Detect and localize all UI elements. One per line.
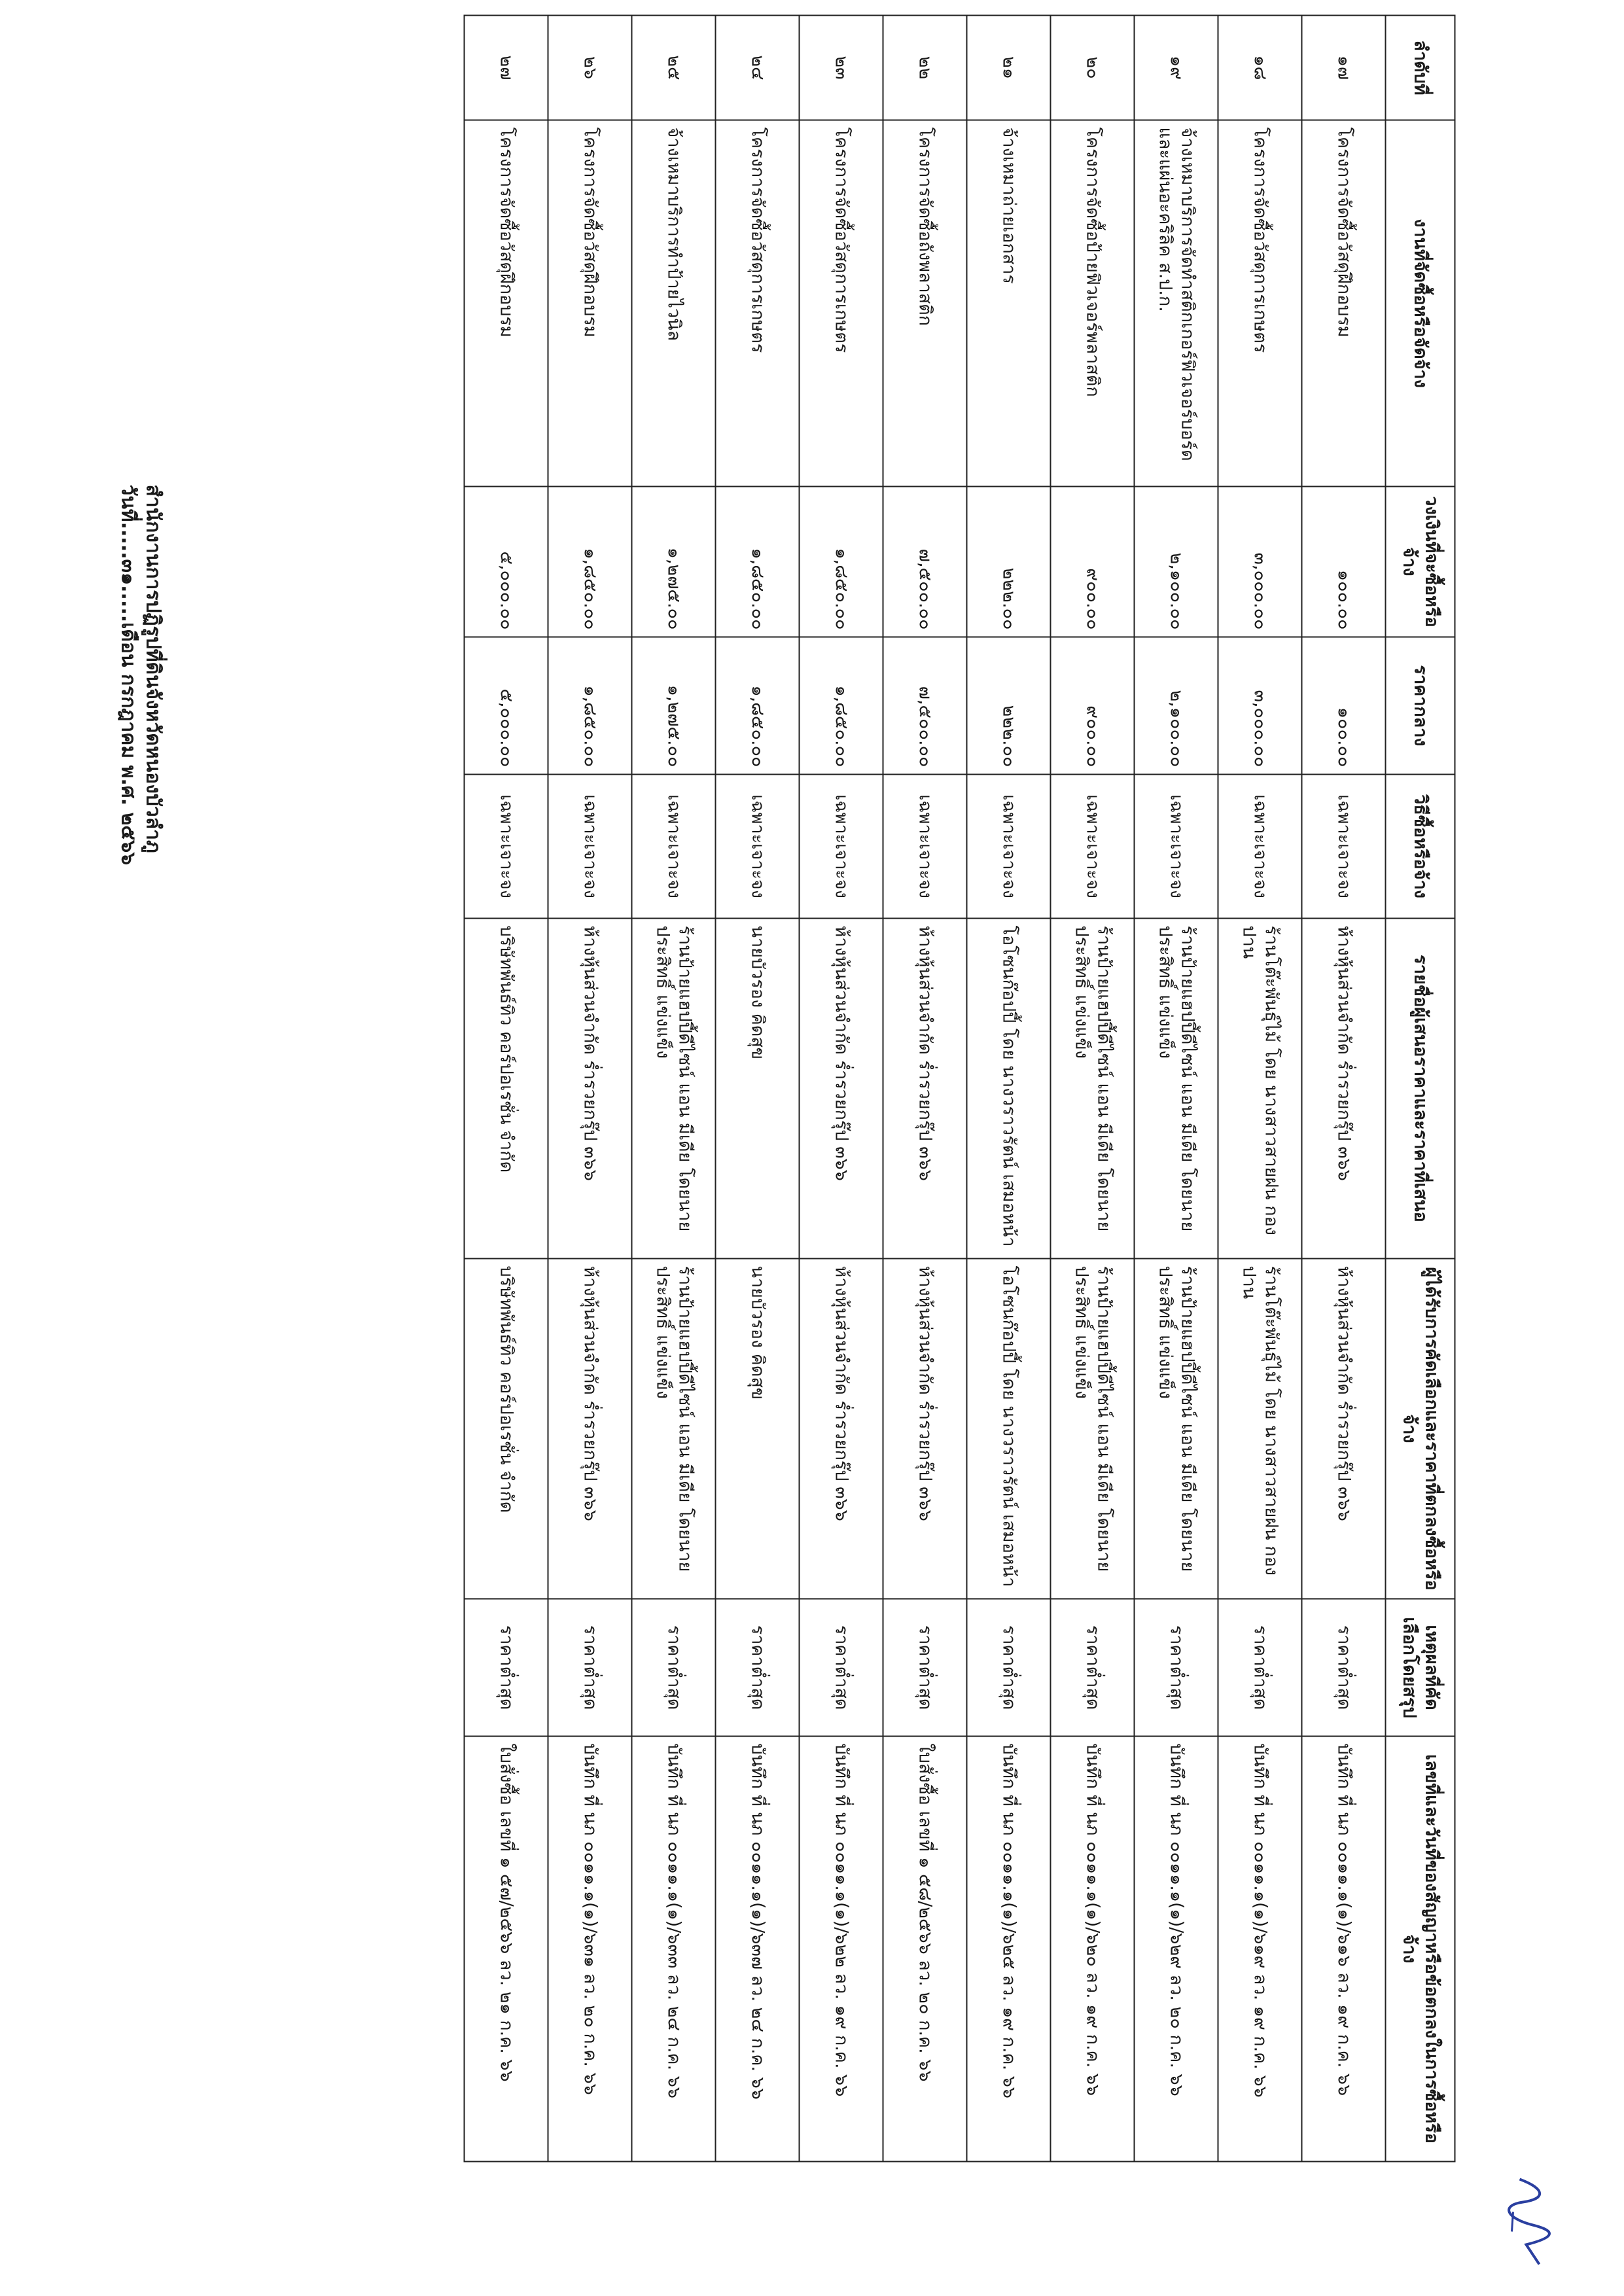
cell-contract: บันทึก ที่ นภ ๐๐๑๑.๑(๑)/๖๓๓ ลว. ๒๔ ก.ค. ๖๖ bbox=[631, 1736, 715, 2161]
cell-contract: บันทึก ที่ นภ ๐๐๑๑.๑(๑)/๖๒๕ ลว. ๑๙ ก.ค. ๖๖ bbox=[966, 1736, 1050, 2161]
cell-reason: ราคาต่ำสุด bbox=[548, 1598, 631, 1736]
cell-method: เฉพาะเจาะจง bbox=[799, 774, 883, 918]
table-row bbox=[631, 15, 715, 2161]
cell-median-price: ๑,๒๗๕.๐๐ bbox=[631, 637, 715, 774]
cell-budget: ๗,๕๐๐.๐๐ bbox=[883, 486, 966, 637]
cell-contract: ใบสั่งซื้อ เลขที่ ๑ ๕๗/๒๕๖๖ ลว. ๒๑ ก.ค. ๖๖ bbox=[464, 1736, 548, 2161]
col-header-winner: ผู้ได้รับการคัดเลือกและราคาที่ตกลงซื้อหรือจ้าง bbox=[1385, 1258, 1455, 1598]
table-row bbox=[1301, 15, 1385, 2161]
cell-method: เฉพาะเจาะจง bbox=[883, 774, 966, 918]
cell-method: เฉพาะเจาะจง bbox=[631, 774, 715, 918]
cell-median-price: ๒๒๒.๐๐ bbox=[966, 637, 1050, 774]
cell-median-price: ๙๐๐.๐๐ bbox=[1050, 637, 1134, 774]
cell-reason: ราคาต่ำสุด bbox=[1218, 1598, 1301, 1736]
table-row bbox=[883, 15, 966, 2161]
cell-no: ๒๗ bbox=[464, 15, 548, 120]
cell-contract: บันทึก ที่ นภ ๐๐๑๑.๑(๑)/๖๒๙ ลว. ๒๐ ก.ค. ๖๖ bbox=[1134, 1736, 1218, 2161]
cell-item: โครงการจัดซื้อวัสดุฝึกอบรม bbox=[1301, 120, 1385, 486]
procurement-table bbox=[463, 14, 1455, 2162]
cell-reason: ราคาต่ำสุด bbox=[631, 1598, 715, 1736]
cell-method: เฉพาะเจาะจง bbox=[1301, 774, 1385, 918]
cell-no: ๒๕ bbox=[631, 15, 715, 120]
cell-item: จ้างเหมาถ่ายเอกสาร bbox=[966, 120, 1050, 486]
cell-reason: ราคาต่ำสุด bbox=[1134, 1598, 1218, 1736]
cell-budget: ๑,๘๕๐.๐๐ bbox=[715, 486, 799, 637]
cell-winner: โอโซนก๊อปปี้ โดย นางวราวรัตน์ เสมอหน้า bbox=[966, 1258, 1050, 1598]
cell-reason: ราคาต่ำสุด bbox=[1050, 1598, 1134, 1736]
cell-bidders: บริษัทพันธ์ทิว คอร์ปอเรชั่น จำกัด bbox=[464, 918, 548, 1258]
cell-budget: ๑,๘๕๐.๐๐ bbox=[548, 486, 631, 637]
table-row bbox=[1218, 15, 1301, 2161]
cell-no: ๑๘ bbox=[1218, 15, 1301, 120]
col-header-median-price: ราคากลาง bbox=[1385, 637, 1455, 774]
office-title: สำนักงานการปฏิรูปที่ดินจังหวัดหนองบัวลำภู bbox=[141, 484, 164, 853]
cell-method: เฉพาะเจาะจง bbox=[715, 774, 799, 918]
cell-no: ๑๗ bbox=[1301, 15, 1385, 120]
cell-median-price: ๑๐๐.๐๐ bbox=[1301, 637, 1385, 774]
cell-method: เฉพาะเจาะจง bbox=[1050, 774, 1134, 918]
cell-winner: ร้านป้ายแฮปปี้ดีไซน์ แอน มีเดีย โดยนายประสิทธิ์ แข่งแข็ง bbox=[631, 1258, 715, 1598]
table-row bbox=[1050, 15, 1134, 2161]
table-row bbox=[548, 15, 631, 2161]
cell-median-price: ๑,๘๕๐.๐๐ bbox=[799, 637, 883, 774]
cell-method: เฉพาะเจาะจง bbox=[966, 774, 1050, 918]
table-header-row bbox=[1385, 15, 1455, 2161]
table-row bbox=[464, 15, 548, 2161]
cell-reason: ราคาต่ำสุด bbox=[883, 1598, 966, 1736]
cell-bidders: ร้านป้ายแฮปปี้ดีไซน์ แอน มีเดีย โดยนายประสิทธิ์ แข่งแข็ง bbox=[1134, 918, 1218, 1258]
cell-no: ๒๐ bbox=[1050, 15, 1134, 120]
cell-median-price: ๒,๑๐๐.๐๐ bbox=[1134, 637, 1218, 774]
cell-bidders: นายบัวรอง คิดสุข bbox=[715, 918, 799, 1258]
cell-winner: ร้านป้ายแฮปปี้ดีไซน์ แอน มีเดีย โดยนายประสิทธิ์ แข่งแข็ง bbox=[1050, 1258, 1134, 1598]
report-date: วันที่.....๓๑.....เดือน กรกฎาคม พ.ศ. ๒๕๖๖ bbox=[116, 484, 139, 865]
cell-contract: บันทึก ที่ นภ ๐๐๑๑.๑(๑)/๖๑๙ ลว. ๑๙ ก.ค. ๖๖ bbox=[1218, 1736, 1301, 2161]
cell-item: โครงการจัดซื้อวัสดุฝึกอบรม bbox=[464, 120, 548, 486]
col-header-method: วิธีซื้อหรือจ้าง bbox=[1385, 774, 1455, 918]
cell-item: โครงการจัดซื้อวัสดุการเกษตร bbox=[715, 120, 799, 486]
cell-reason: ราคาต่ำสุด bbox=[966, 1598, 1050, 1736]
cell-no: ๒๖ bbox=[548, 15, 631, 120]
cell-median-price: ๑,๘๕๐.๐๐ bbox=[548, 637, 631, 774]
cell-reason: ราคาต่ำสุด bbox=[464, 1598, 548, 1736]
cell-bidders: ห้างหุ้นส่วนจำกัด ร่ำรวยกรุ๊ป ๓๖๖ bbox=[548, 918, 631, 1258]
cell-budget: ๑,๘๕๐.๐๐ bbox=[799, 486, 883, 637]
cell-bidders: ร้านโต๊ะพันธุ์ไม้ โดย นางสาวสายฝน กองปาน bbox=[1218, 918, 1301, 1258]
cell-bidders: ห้างหุ้นส่วนจำกัด ร่ำรวยกรุ๊ป ๓๖๖ bbox=[799, 918, 883, 1258]
cell-winner: ร้านป้ายแฮปปี้ดีไซน์ แอน มีเดีย โดยนายประสิทธิ์ แข่งแข็ง bbox=[1134, 1258, 1218, 1598]
cell-budget: ๓,๐๐๐.๐๐ bbox=[1218, 486, 1301, 637]
table-row bbox=[966, 15, 1050, 2161]
cell-winner: ห้างหุ้นส่วนจำกัด ร่ำรวยกรุ๊ป ๓๖๖ bbox=[799, 1258, 883, 1598]
cell-item: จ้างเหมาบริการทำป้ายไวนิล bbox=[631, 120, 715, 486]
cell-reason: ราคาต่ำสุด bbox=[715, 1598, 799, 1736]
cell-no: ๒๑ bbox=[966, 15, 1050, 120]
document-header bbox=[115, 484, 165, 865]
cell-budget: ๒๒๒.๐๐ bbox=[966, 486, 1050, 637]
cell-median-price: ๑,๘๕๐.๐๐ bbox=[715, 637, 799, 774]
cell-item: โครงการจัดซื้อถังพลาสติก bbox=[883, 120, 966, 486]
cell-bidders: ร้านป้ายแฮปปี้ดีไซน์ แอน มีเดีย โดยนายประสิทธิ์ แข่งแข็ง bbox=[1050, 918, 1134, 1258]
cell-no: ๒๔ bbox=[715, 15, 799, 120]
cell-item: จ้างเหมาบริการจัดทำสติกเกอร์ฟิวเจอร์บอร์ด และแผ่นอะคริลิค ส.ป.ก. bbox=[1134, 120, 1218, 486]
cell-winner: ห้างหุ้นส่วนจำกัด ร่ำรวยกรุ๊ป ๓๖๖ bbox=[883, 1258, 966, 1598]
table-row bbox=[1134, 15, 1218, 2161]
cell-contract: บันทึก ที่ นภ ๐๐๑๑.๑(๑)/๖๓๑ ลว. ๒๐ ก.ค. ๖๖ bbox=[548, 1736, 631, 2161]
cell-median-price: ๓,๐๐๐.๐๐ bbox=[1218, 637, 1301, 774]
table-row bbox=[799, 15, 883, 2161]
cell-bidders: โอโซนก๊อปปี้ โดย นางวราวรัตน์ เสมอหน้า bbox=[966, 918, 1050, 1258]
cell-bidders: ห้างหุ้นส่วนจำกัด ร่ำรวยกรุ๊ป ๓๖๖ bbox=[1301, 918, 1385, 1258]
cell-item: โครงการจัดซื้อวัสดุฝึกอบรม bbox=[548, 120, 631, 486]
cell-budget: ๑,๒๗๕.๐๐ bbox=[631, 486, 715, 637]
cell-winner: ห้างหุ้นส่วนจำกัด ร่ำรวยกรุ๊ป ๓๖๖ bbox=[548, 1258, 631, 1598]
cell-bidders: ร้านป้ายแฮปปี้ดีไซน์ แอน มีเดีย โดยนายประสิทธิ์ แข่งแข็ง bbox=[631, 918, 715, 1258]
cell-reason: ราคาต่ำสุด bbox=[799, 1598, 883, 1736]
cell-contract: บันทึก ที่ นภ ๐๐๑๑.๑(๑)/๖๒๒ ลว. ๑๙ ก.ค. ๖๖ bbox=[799, 1736, 883, 2161]
cell-method: เฉพาะเจาะจง bbox=[548, 774, 631, 918]
cell-item: โครงการจัดซื้อป้ายฟิวเจอร์พลาสติก bbox=[1050, 120, 1134, 486]
cell-contract: บันทึก ที่ นภ ๐๐๑๑.๑(๑)/๖๑๖ ลว. ๑๙ ก.ค. ๖๖ bbox=[1301, 1736, 1385, 2161]
cell-winner: ร้านโต๊ะพันธุ์ไม้ โดย นางสาวสายฝน กองปาน bbox=[1218, 1258, 1301, 1598]
col-header-budget: วงเงินที่จะซื้อหรือจ้าง bbox=[1385, 486, 1455, 637]
cell-bidders: ห้างหุ้นส่วนจำกัด ร่ำรวยกรุ๊ป ๓๖๖ bbox=[883, 918, 966, 1258]
handwritten-signature bbox=[1500, 2172, 1559, 2270]
cell-contract: บันทึก ที่ นภ ๐๐๑๑.๑(๑)/๖๓๗ ลว. ๒๔ ก.ค. ๖๖ bbox=[715, 1736, 799, 2161]
cell-method: เฉพาะเจาะจง bbox=[1218, 774, 1301, 918]
cell-winner: บริษัทพันธ์ทิว คอร์ปอเรชั่น จำกัด bbox=[464, 1258, 548, 1598]
cell-winner: ห้างหุ้นส่วนจำกัด ร่ำรวยกรุ๊ป ๓๖๖ bbox=[1301, 1258, 1385, 1598]
cell-method: เฉพาะเจาะจง bbox=[464, 774, 548, 918]
cell-budget: ๑๐๐.๐๐ bbox=[1301, 486, 1385, 637]
cell-method: เฉพาะเจาะจง bbox=[1134, 774, 1218, 918]
cell-no: ๒๓ bbox=[799, 15, 883, 120]
cell-budget: ๙๐๐.๐๐ bbox=[1050, 486, 1134, 637]
col-header-reason: เหตุผลที่คัดเลือกโดยสรุป bbox=[1385, 1598, 1455, 1736]
cell-budget: ๕,๐๐๐.๐๐ bbox=[464, 486, 548, 637]
cell-contract: บันทึก ที่ นภ ๐๐๑๑.๑(๑)/๖๒๐ ลว. ๑๙ ก.ค. ๖๖ bbox=[1050, 1736, 1134, 2161]
col-header-item: งานที่จัดซื้อหรือจัดจ้าง bbox=[1385, 120, 1455, 486]
col-header-bidders: รายชื่อผู้เสนอราคาและราคาที่เสนอ bbox=[1385, 918, 1455, 1258]
cell-item: โครงการจัดซื้อวัสดุการเกษตร bbox=[1218, 120, 1301, 486]
col-header-no: ลำดับที่ bbox=[1385, 15, 1455, 120]
cell-contract: ใบสั่งซื้อ เลขที่ ๑ ๕๘/๒๕๖๖ ลว. ๒๐ ก.ค. ๖๖ bbox=[883, 1736, 966, 2161]
cell-budget: ๒,๑๐๐.๐๐ bbox=[1134, 486, 1218, 637]
cell-median-price: ๗,๕๐๐.๐๐ bbox=[883, 637, 966, 774]
cell-no: ๒๒ bbox=[883, 15, 966, 120]
cell-no: ๑๙ bbox=[1134, 15, 1218, 120]
col-header-contract: เลขที่และวันที่ของสัญญาหรือข้อตกลงในการซื้อหรือจ้าง bbox=[1385, 1736, 1455, 2161]
cell-reason: ราคาต่ำสุด bbox=[1301, 1598, 1385, 1736]
cell-item: โครงการจัดซื้อวัสดุการเกษตร bbox=[799, 120, 883, 486]
table-body bbox=[464, 15, 1385, 2161]
table-row bbox=[715, 15, 799, 2161]
cell-median-price: ๕,๐๐๐.๐๐ bbox=[464, 637, 548, 774]
cell-winner: นายบัวรอง คิดสุข bbox=[715, 1258, 799, 1598]
